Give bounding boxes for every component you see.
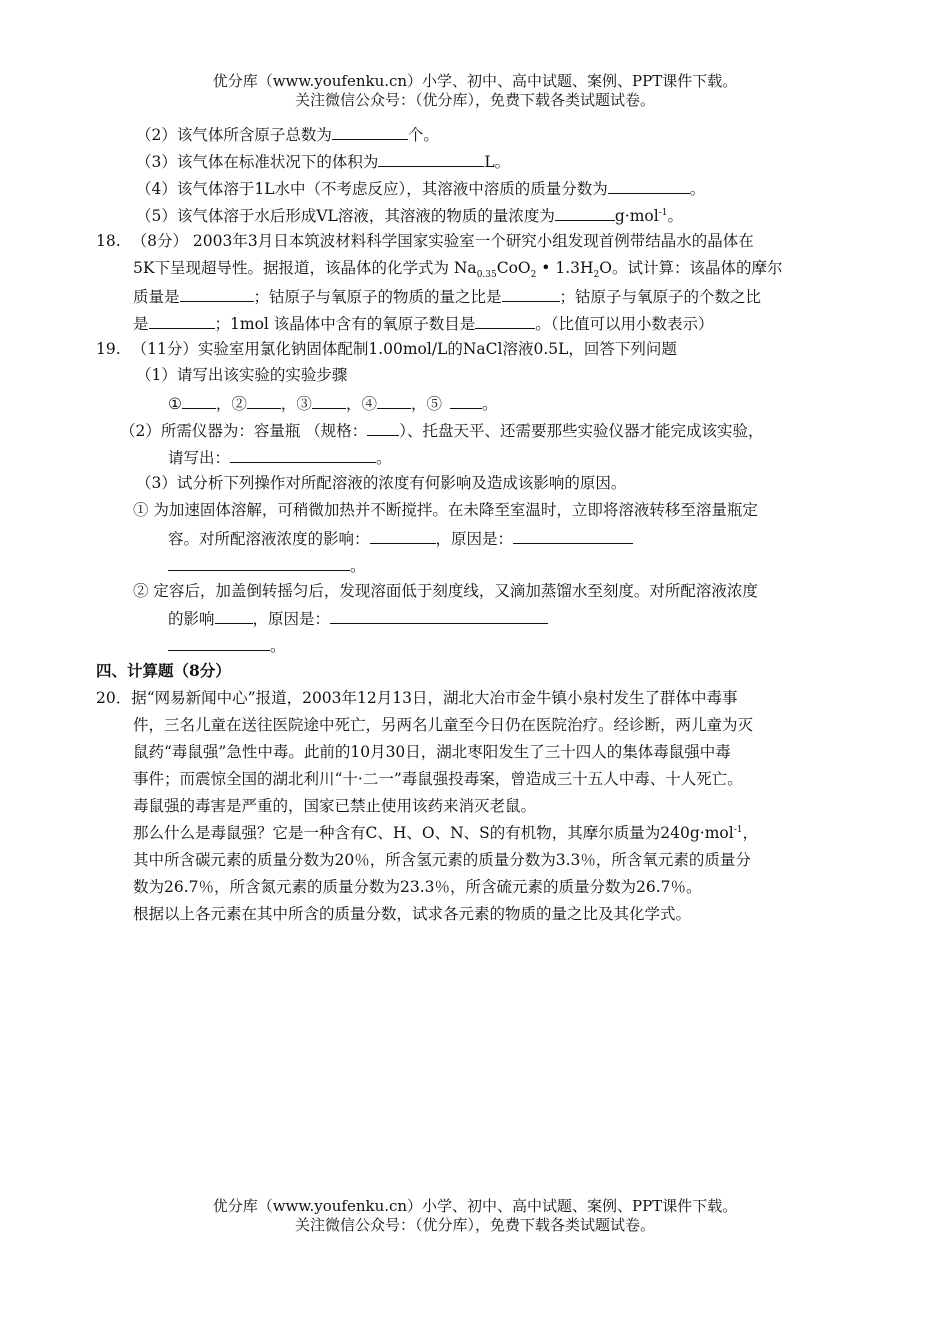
q17-part2: （2）该气体所含原子总数为 个。 <box>136 122 439 146</box>
q17-part4: （4）该气体溶于1L水中（不考虑反应），其溶液中溶质的质量分数为 。 <box>136 176 705 200</box>
page-header <box>0 72 950 110</box>
answer-blank <box>168 553 350 571</box>
footer-line-2: 关注微信公众号：（优分库），免费下载各类试题试卷。 <box>294 1216 655 1234</box>
answer-blank <box>182 391 216 409</box>
answer-blank <box>513 526 633 544</box>
answer-blank <box>149 311 215 329</box>
q17-part3: （3）该气体在标准状况下的体积为 L。 <box>136 149 510 173</box>
q19-steps: ① ，② ，③ ，④ ，⑤ 。 <box>168 391 497 415</box>
answer-blank <box>330 606 548 624</box>
q17-part5: （5）该气体溶于水后形成VL溶液，其溶液的物质的量浓度为 g·mol$^{-1}$。 <box>136 203 683 227</box>
q19-part3: （3）试分析下列操作对所配溶液的浓度有何影响及造成该影响的原因。 <box>136 474 627 492</box>
q18-line-3: 质量是 ；钴原子与氧原子的物质的量之比是 ；钴原子与氧原子的个数之比 <box>133 284 761 308</box>
question-number: 20． <box>96 689 132 707</box>
question-number: 19. <box>96 340 121 358</box>
q19-part2-cont: 请写出： 。 <box>168 445 392 469</box>
page-footer <box>0 1197 950 1235</box>
q19-option1-line3: 。 <box>168 553 366 577</box>
q19-option1-line2: 容。对所配溶液浓度的影响： ，原因是： <box>168 526 633 550</box>
answer-blank <box>555 203 615 221</box>
q18-line-2: 5K下呈现超导性。据报道，该晶体的化学式为 $Na_{0.35}CoO_2$ • $1.3H_2O$。试计算：该晶体的摩尔 <box>133 259 783 281</box>
q19-option2-line1: ② 定容后，加盖倒转摇匀后，发现溶面低于刻度线，又滴加蒸馏水至刻度。对所配溶液浓度 <box>133 582 758 600</box>
header-line-1: 优分库（www.youfenku.cn）小学、初中、高中试题、案例、PPT课件下载。 <box>212 72 738 90</box>
q20-line-1: 20．据“网易新闻中心”报道，2003年12月13日，湖北大冶市金牛镇小泉村发生了群体中毒事 <box>96 689 738 707</box>
answer-blank <box>230 445 376 463</box>
answer-blank <box>312 391 346 409</box>
q19-part1: （1）请写出该实验的实验步骤 <box>136 366 348 384</box>
q20-line-8: 数为26.7％，所含氮元素的质量分数为23.3％，所含硫元素的质量分数为26.7％。 <box>133 878 702 896</box>
answer-blank <box>378 149 484 167</box>
q20-line-6: 那么什么是毒鼠强？它是一种含有C、H、O、N、S的有机物，其摩尔质量为240g·mol$^{-1}$， <box>133 824 758 842</box>
header-line-2: 关注微信公众号：（优分库），免费下载各类试题试卷。 <box>294 91 655 109</box>
q19-line-1: 19. （11分）实验室用氯化钠固体配制1.00mol/L的NaCl溶液0.5L，回答下列问题 <box>96 340 677 358</box>
answer-blank <box>377 391 411 409</box>
answer-blank <box>450 391 482 409</box>
answer-blank <box>502 284 560 302</box>
q20-line-4: 事件；而震惊全国的湖北利川“十·二一”毒鼠强投毒案，曾造成三十五人中毒、十人死亡。 <box>133 770 743 788</box>
q19-part2: （2）所需仪器为：容量瓶 （规格： ）、托盘天平、还需要那些实验仪器才能完成该实验， <box>120 418 764 442</box>
q20-line-9: 根据以上各元素在其中所含的质量分数，试求各元素的物质的量之比及其化学式。 <box>133 905 692 923</box>
question-number: 18. <box>96 232 121 250</box>
q19-option1-line1: ① 为加速固体溶解，可稍微加热并不断搅拌。在未降至室温时，立即将溶液转移至溶量瓶定 <box>133 501 758 519</box>
answer-blank <box>247 391 281 409</box>
footer-line-1: 优分库（www.youfenku.cn）小学、初中、高中试题、案例、PPT课件下载。 <box>212 1197 738 1215</box>
q20-line-5: 毒鼠强的毒害是严重的，国家已禁止使用该药来消灭老鼠。 <box>133 797 537 815</box>
q19-option2-line3: 。 <box>168 633 286 657</box>
q20-line-2: 件，三名儿童在送往医院途中死亡，另两名儿童至今日仍在医院治疗。经诊断，两儿童为灭 <box>133 716 754 734</box>
section-heading: 四、计算题（8分） <box>96 661 231 680</box>
answer-blank <box>332 122 408 140</box>
answer-blank <box>475 311 535 329</box>
q18-line-4: 是 ；1mol 该晶体中含有的氧原子数目是 。（比值可以用小数表示） <box>133 311 714 335</box>
answer-blank <box>180 284 254 302</box>
answer-blank <box>215 606 253 624</box>
q18-line-1: 18. （8分） 2003年3月日本筑波材料科学国家实验室一个研究小组发现首例带结晶水的晶体在 <box>96 232 754 250</box>
q19-option2-line2: 的影响 ，原因是： <box>168 606 548 630</box>
answer-blank <box>608 176 690 194</box>
answer-blank <box>367 418 399 436</box>
answer-blank <box>370 526 436 544</box>
q20-line-7: 其中所含碳元素的质量分数为20％，所含氢元素的质量分数为3.3％，所含氧元素的质量分 <box>133 851 751 869</box>
answer-blank <box>168 633 270 651</box>
q20-line-3: 鼠药“毒鼠强”急性中毒。此前的10月30日，湖北枣阳发生了三十四人的集体毒鼠强中毒 <box>133 743 731 761</box>
